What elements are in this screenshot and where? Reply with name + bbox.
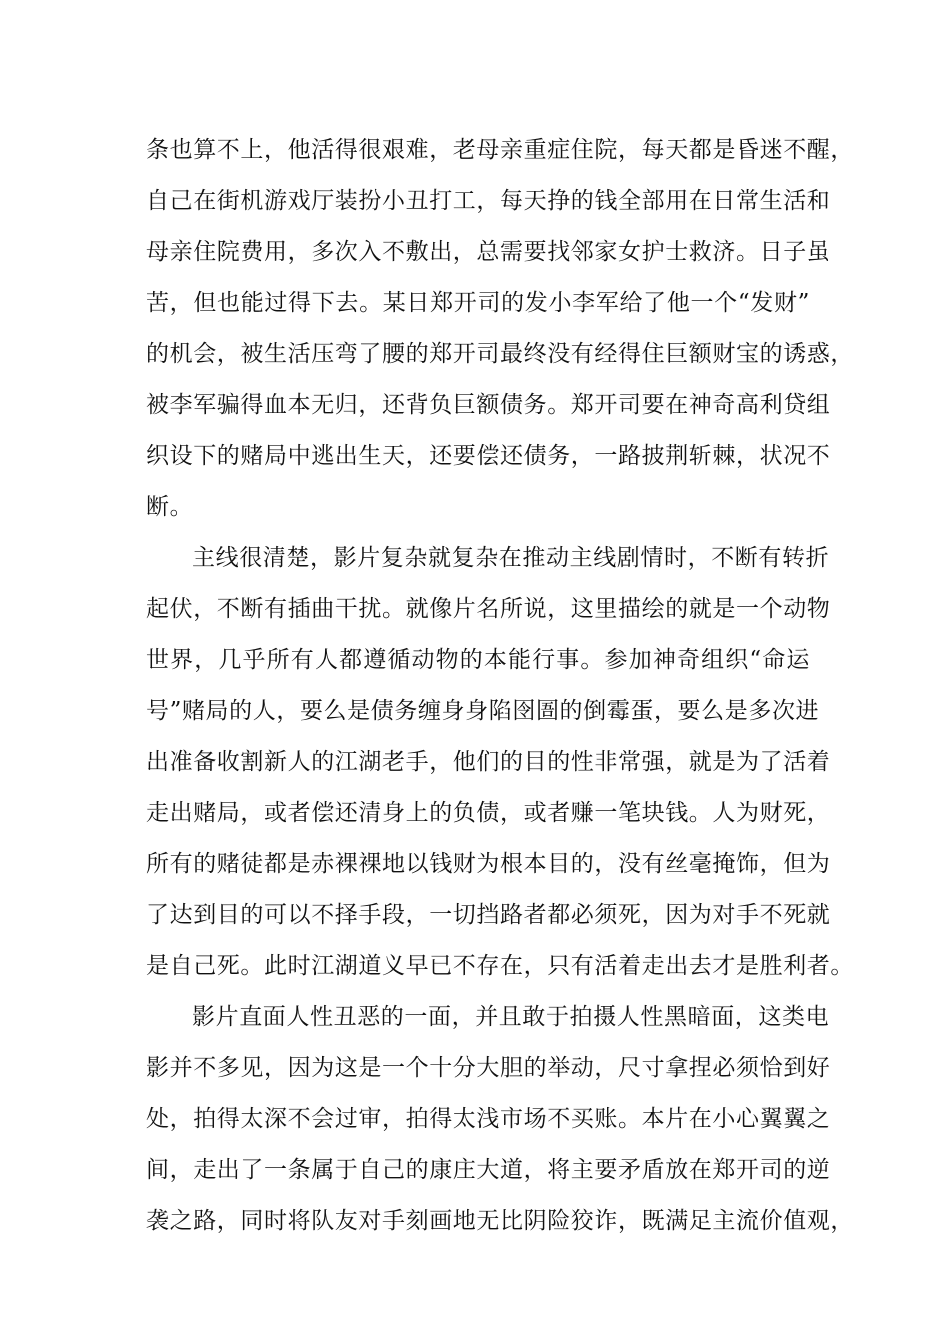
paragraph-2-line-3: 世界，几乎所有人都遵循动物的本能行事。参加神奇组织“命运 bbox=[146, 647, 810, 673]
paragraph-1-line-1: 条也算不上，他活得很艰难，老母亲重症住院，每天都是昏迷不醒， bbox=[146, 137, 854, 163]
paragraph-3-line-5: 袭之路，同时将队友对手刻画地无比阴险狡诈，既满足主流价值观， bbox=[146, 1208, 854, 1234]
paragraph-2-line-1: 主线很清楚，影片复杂就复杂在推动主线剧情时，不断有转折 bbox=[192, 545, 830, 571]
paragraph-2-line-4: 号”赌局的人，要么是债务缠身身陷囹圄的倒霉蛋，要么是多次进 bbox=[146, 698, 820, 724]
paragraph-2-line-5: 出准备收割新人的江湖老手，他们的目的性非常强，就是为了活着 bbox=[146, 749, 831, 775]
paragraph-1-line-8: 断。 bbox=[146, 494, 194, 520]
paragraph-2-line-9: 是自己死。此时江湖道义早已不存在，只有活着走出去才是胜利者。 bbox=[146, 953, 854, 979]
paragraph-1-line-3: 母亲住院费用，多次入不敷出，总需要找邻家女护士救济。日子虽 bbox=[146, 239, 831, 265]
paragraph-3-line-4: 间，走出了一条属于自己的康庄大道，将主要矛盾放在郑开司的逆 bbox=[146, 1157, 831, 1183]
paragraph-2-line-6: 走出赌局，或者偿还清身上的负债，或者赚一笔块钱。人为财死， bbox=[146, 800, 831, 826]
paragraph-2-line-8: 了达到目的可以不择手段，一切挡路者都必须死，因为对手不死就 bbox=[146, 902, 831, 928]
paragraph-1-line-5: 的机会，被生活压弯了腰的郑开司最终没有经得住巨额财宝的诱惑， bbox=[146, 341, 854, 367]
paragraph-3-line-2: 影并不多见，因为这是一个十分大胆的举动，尺寸拿捏必须恰到好 bbox=[146, 1055, 831, 1081]
paragraph-3-line-3: 处，拍得太深不会过审，拍得太浅市场不买账。本片在小心翼翼之 bbox=[146, 1106, 831, 1132]
paragraph-1-line-6: 被李军骗得血本无归，还背负巨额债务。郑开司要在神奇高利贷组 bbox=[146, 392, 831, 418]
paragraph-2-line-7: 所有的赌徒都是赤裸裸地以钱财为根本目的，没有丝毫掩饰，但为 bbox=[146, 851, 831, 877]
paragraph-3-line-1: 影片直面人性丑恶的一面，并且敢于拍摄人性黑暗面，这类电 bbox=[192, 1004, 830, 1030]
paragraph-2-line-2: 起伏，不断有插曲干扰。就像片名所说，这里描绘的就是一个动物 bbox=[146, 596, 831, 622]
paragraph-1-line-4: 苦，但也能过得下去。某日郑开司的发小李军给了他一个“发财” bbox=[146, 290, 810, 316]
paragraph-1-line-2: 自己在街机游戏厅装扮小丑打工，每天挣的钱全部用在日常生活和 bbox=[146, 188, 831, 214]
paragraph-1-line-7: 织设下的赌局中逃出生天，还要偿还债务，一路披荆斩棘，状况不 bbox=[146, 443, 831, 469]
